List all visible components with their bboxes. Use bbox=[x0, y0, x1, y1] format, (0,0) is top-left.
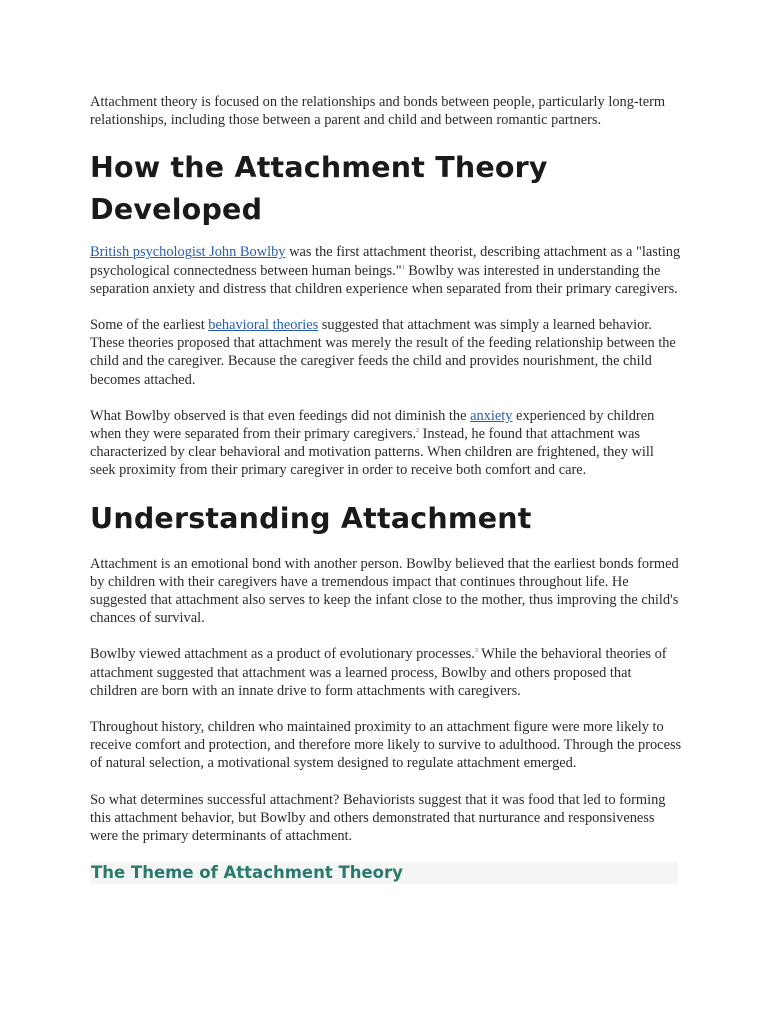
paragraph-successful-attachment: So what determines successful attachment? Behaviorists suggest that it was food that led to forming this attachment behavior, but Bowlby and others demonstrated that nurturance and responsiveness were the primary determinants of attachment. bbox=[90, 791, 666, 845]
heading-understanding-attachment: Understanding Attachment bbox=[90, 501, 532, 535]
paragraph-bowlby bbox=[90, 243, 682, 298]
heading-how-theory-developed: How the Attachment Theory Developed bbox=[90, 151, 548, 227]
paragraph-text: suggested that attachment was simply a learned behavior. These theories proposed that attachment was merely the result of the feeding relationship between the child and the caregiver. Because the caregiver feeds the child and provides nourishment, the child becomes attached. bbox=[90, 317, 676, 388]
paragraph-text: Bowlby viewed attachment as a product of evolutionary processes. bbox=[90, 646, 475, 663]
article-body bbox=[90, 93, 682, 884]
intro-paragraph: Attachment theory is focused on the relationships and bonds between people, particularly long-term relationships, including those between a parent and child and between romantic partners. bbox=[90, 94, 666, 129]
paragraph-text: Bowlby was interested in understanding the separation anxiety and distress that children experience when separated from their primary caregivers. bbox=[90, 262, 678, 297]
paragraph-text: While the behavioral theories of attachment suggested that attachment was a learned process, Bowlby and others proposed that children are born with an innate drive to form attachments with caregivers. bbox=[90, 646, 667, 699]
citation-ref-3[interactable]: 3 bbox=[474, 648, 478, 655]
paragraph-emotional-bond: Attachment is an emotional bond with another person. Bowlby believed that the earliest bonds formed by children with their caregivers have a tremendous impact that continues throughout life. He suggested that attachment also serves to keep the infant close to the mother, thus improving the child's chances of survival. bbox=[90, 555, 679, 627]
paragraph-evolutionary bbox=[90, 645, 682, 700]
subheading-bar bbox=[90, 862, 678, 884]
citation-ref-2[interactable]: 2 bbox=[416, 428, 420, 435]
citation-ref-1[interactable]: 1 bbox=[401, 264, 405, 271]
paragraph-behavioral-theories bbox=[90, 316, 682, 389]
paragraph-text: Instead, he found that attachment was characterized by clear behavioral and motivation patterns. When children are frightened, they will seek proximity from their primary caregiver in order to receive both comfort and care. bbox=[90, 426, 654, 479]
paragraph-text: experienced by children when they were separated from their primary caregivers. bbox=[90, 407, 655, 443]
link-behavioral-theories[interactable]: behavioral theories bbox=[208, 317, 319, 334]
paragraph-text: Some of the earliest bbox=[90, 317, 209, 334]
link-anxiety[interactable]: anxiety bbox=[470, 407, 513, 424]
link-john-bowlby[interactable]: British psychologist John Bowlby bbox=[90, 244, 286, 261]
paragraph-text: was the first attachment theorist, describing attachment as a "lasting psychological connectedness between human beings." bbox=[90, 244, 681, 279]
paragraph-text: What Bowlby observed is that even feedings did not diminish the bbox=[90, 407, 471, 424]
paragraph-history: Throughout history, children who maintained proximity to an attachment figure were more likely to receive comfort and protection, and therefore more likely to survive to adulthood. Through the process of natural selection, a motivational system designed to regulate attachment emerged. bbox=[90, 719, 682, 772]
subheading-theme-of-attachment: The Theme of Attachment Theory bbox=[91, 863, 403, 883]
paragraph-bowlby-observed bbox=[90, 407, 682, 480]
